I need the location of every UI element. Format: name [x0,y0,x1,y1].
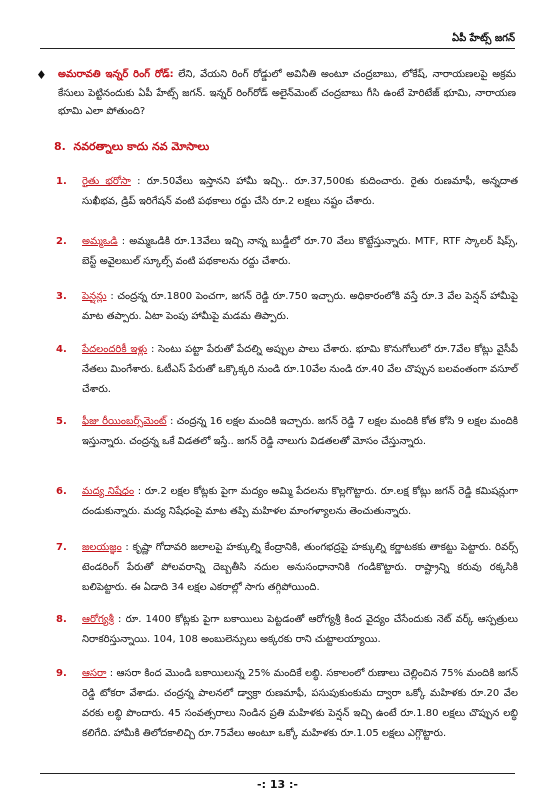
item-number: 5. [56,416,67,427]
item-number: 6. [56,486,67,497]
item-body [82,538,518,598]
item-label: రైతు భరోసా [82,176,131,187]
item-label: మద్య నిషేధం [82,486,135,497]
bullet-paragraph [58,66,516,122]
item-text: : చంద్రన్న రూ.1800 పెంచగా, జగన్ రెడ్డి రూ.750 ఇచ్చారు. అధికారంలోకి వస్తే రూ.3 వేల పెన్షన్ హామీపై మాట తప్పారు. ఏటా పెంపు హామీపై మడమ తిప్పారు. [82,291,518,322]
item-text: : ఆసరా కింద మొండి బకాయిలున్న 25% మందికే లబ్ధి. సకాలంలో రుణాలు చెల్లించిన 75% మందికి జగన్ రెడ్డి టోకరా వేశాడు. చంద్రన్న పాలనలో డ్వాక్రా రుణమాఫీ, పసుపుకుంకుమ ద్వారా ఒక్కో మహిళకు రూ.20 వేల వరకు లబ్ధి పొందారు. 45 సంవత్సరాలు నిండిన ప్రతి మహిళకు పెన్షన్ ఇచ్చి ఉంటే రూ.1.80 లక్షలు చొప్పున లబ్ధి కలిగేది. హామీకి తిలోదకాలిచ్చి రూ.75వేలు అంటూ ఒక్కో మహిళకు రూ.1.05 లక్షలు ఎగ్గొట్టారు. [82,668,518,739]
item-body [82,340,518,400]
item-body [82,172,518,212]
page-header [40,32,515,49]
page-footer [40,773,515,791]
item-label: ఫీజు రీయింబర్స్‌మెంట్ [82,416,167,427]
item-number: 8. [56,614,67,625]
bullet-label: అమరావతి ఇన్నర్ రింగ్ రోడ్: [58,69,174,80]
item-label: ఆసరా [82,668,107,679]
item-number: 4. [56,344,67,355]
header-title: ఏపీ హేట్స్ జగన్ [451,33,515,44]
diamond-bullet-icon: ♦ [36,68,47,82]
item-label: ఆరోగ్యశ్రీ [82,614,114,625]
item-number: 9. [56,668,67,679]
bullet-text: లేని, వేయని రింగ్ రోడ్డులో అవినీతి అంటూ చంద్రబాబు, లోకేష్, నారాయణలపై అక్రమ కేసులు పెట్టినందుకు ఏపీ హేట్స్ జగన్. ఇన్నర్ రింగ్‌రోడ్ అలైన్‌మెంట్ చంద్రబాబు గీసి ఉంటే హెరిటేజ్ భూమి, నారాయణ భూమి ఎలా పోతుంది? [58,69,517,117]
section-number: 8. [54,140,66,153]
item-body [82,482,518,522]
item-body [82,610,518,650]
page-number: -: 13 :- [257,778,298,791]
item-text: : రూ.2 లక్షల కోట్లకు పైగా మద్యం అమ్మి పేదలను కొల్లగొట్టారు. రూ.లక్ష కోట్లు జగన్ రెడ్డి కమిషన్లుగా దండుకున్నారు. మద్య నిషేధంపై మాట తప్పి మహిళల మాంగళ్యాలను తెంచుతున్నారు. [82,486,518,517]
section-title: నవరత్నాలు కాదు నవ మోసాలు [73,140,210,153]
item-number: 3. [56,291,67,302]
item-label: పేదలందరికీ ఇళ్లు [82,344,148,355]
item-text: : రూ. 1400 కోట్లకు పైగా బకాయిలు పెట్టడంతో ఆరోగ్యశ్రీ కింద వైద్యం చేసేందుకు నెట్ వర్క్ ఆస్పత్రులు నిరాకరిస్తున్నాయి. 104, 108 అంబులెన్సులు అక్కరకు రాని చుట్టాలయ్యాయి. [82,614,518,645]
item-number: 7. [56,542,67,553]
item-body [82,287,518,327]
item-text: : అమ్మఒడికి రూ.13వేలు ఇచ్చి నాన్న బుడ్డీలో రూ.70 వేలు కొట్టేస్తున్నారు. MTF, RTF స్కాలర్ షిప్స్, బెస్ట్ అవైలబుల్ స్కూల్స్ వంటి పథకాలను రద్దు చేశారు. [82,236,518,267]
item-body [82,664,518,744]
item-text: : చంద్రన్న 16 లక్షల మందికి ఇచ్చారు. జగన్ రెడ్డి 7 లక్షల మందికి కోత కోసి 9 లక్షల మందికి ఇస్తున్నారు. చంద్రన్న ఒకే విడతలో ఇస్తే.. జగన్ రెడ్డి నాలుగు విడతలతో మోసం చేస్తున్నారు. [82,416,518,447]
item-label: జలయజ్ఞం [82,542,122,553]
item-number: 1. [56,176,67,187]
item-text: : సెంటు పట్టా పేరుతో పేదల్ని అప్పుల పాలు చేశారు. భూమి కొనుగోలులో రూ.7వేల కోట్లు వైసీపీ నేతలు మింగేశారు. ఓటీఎస్ పేరుతో ఒక్కొక్కరి నుండి రూ.10వేల నుండి రూ.40 వేల చొప్పున బలవంతంగా వసూల్ చేశారు. [82,344,518,395]
item-number: 2. [56,236,67,247]
item-label: పెన్షన్లు [82,291,107,302]
item-text: : రూ.50వేలు ఇస్తానని హామీ ఇచ్చి.. రూ.37,500కు కుదించారు. రైతు రుణమాఫీ, అన్నదాత సుఖీభవ, డ్రిప్ ఇరిగేషన్ వంటి పథకాలు రద్దు చేసి రూ.2 లక్షలు నష్టం చేశారు. [82,176,518,207]
item-body [82,412,518,452]
section-heading [54,140,209,156]
item-text: : కృష్ణా గోదావరి జలాలపై హక్కుల్ని కేంద్రానికి, తుంగభద్రపై హక్కుల్ని కర్ణాటకకు తాకట్టు పెట్టారు. రివర్స్ టెండరింగ్ పేరుతో పోలవరాన్ని దెబ్బతీసి నదుల అనుసంధానానికి గండికొట్టారు. రాష్ట్రాన్ని కరువు రక్కసికి బలిపెట్టారు. ఈ ఏడాది 34 లక్షల ఎకరాల్లో సాగు తగ్గిపోయింది. [82,542,518,593]
item-body [82,232,518,272]
item-label: అమ్మఒడి [82,236,118,247]
